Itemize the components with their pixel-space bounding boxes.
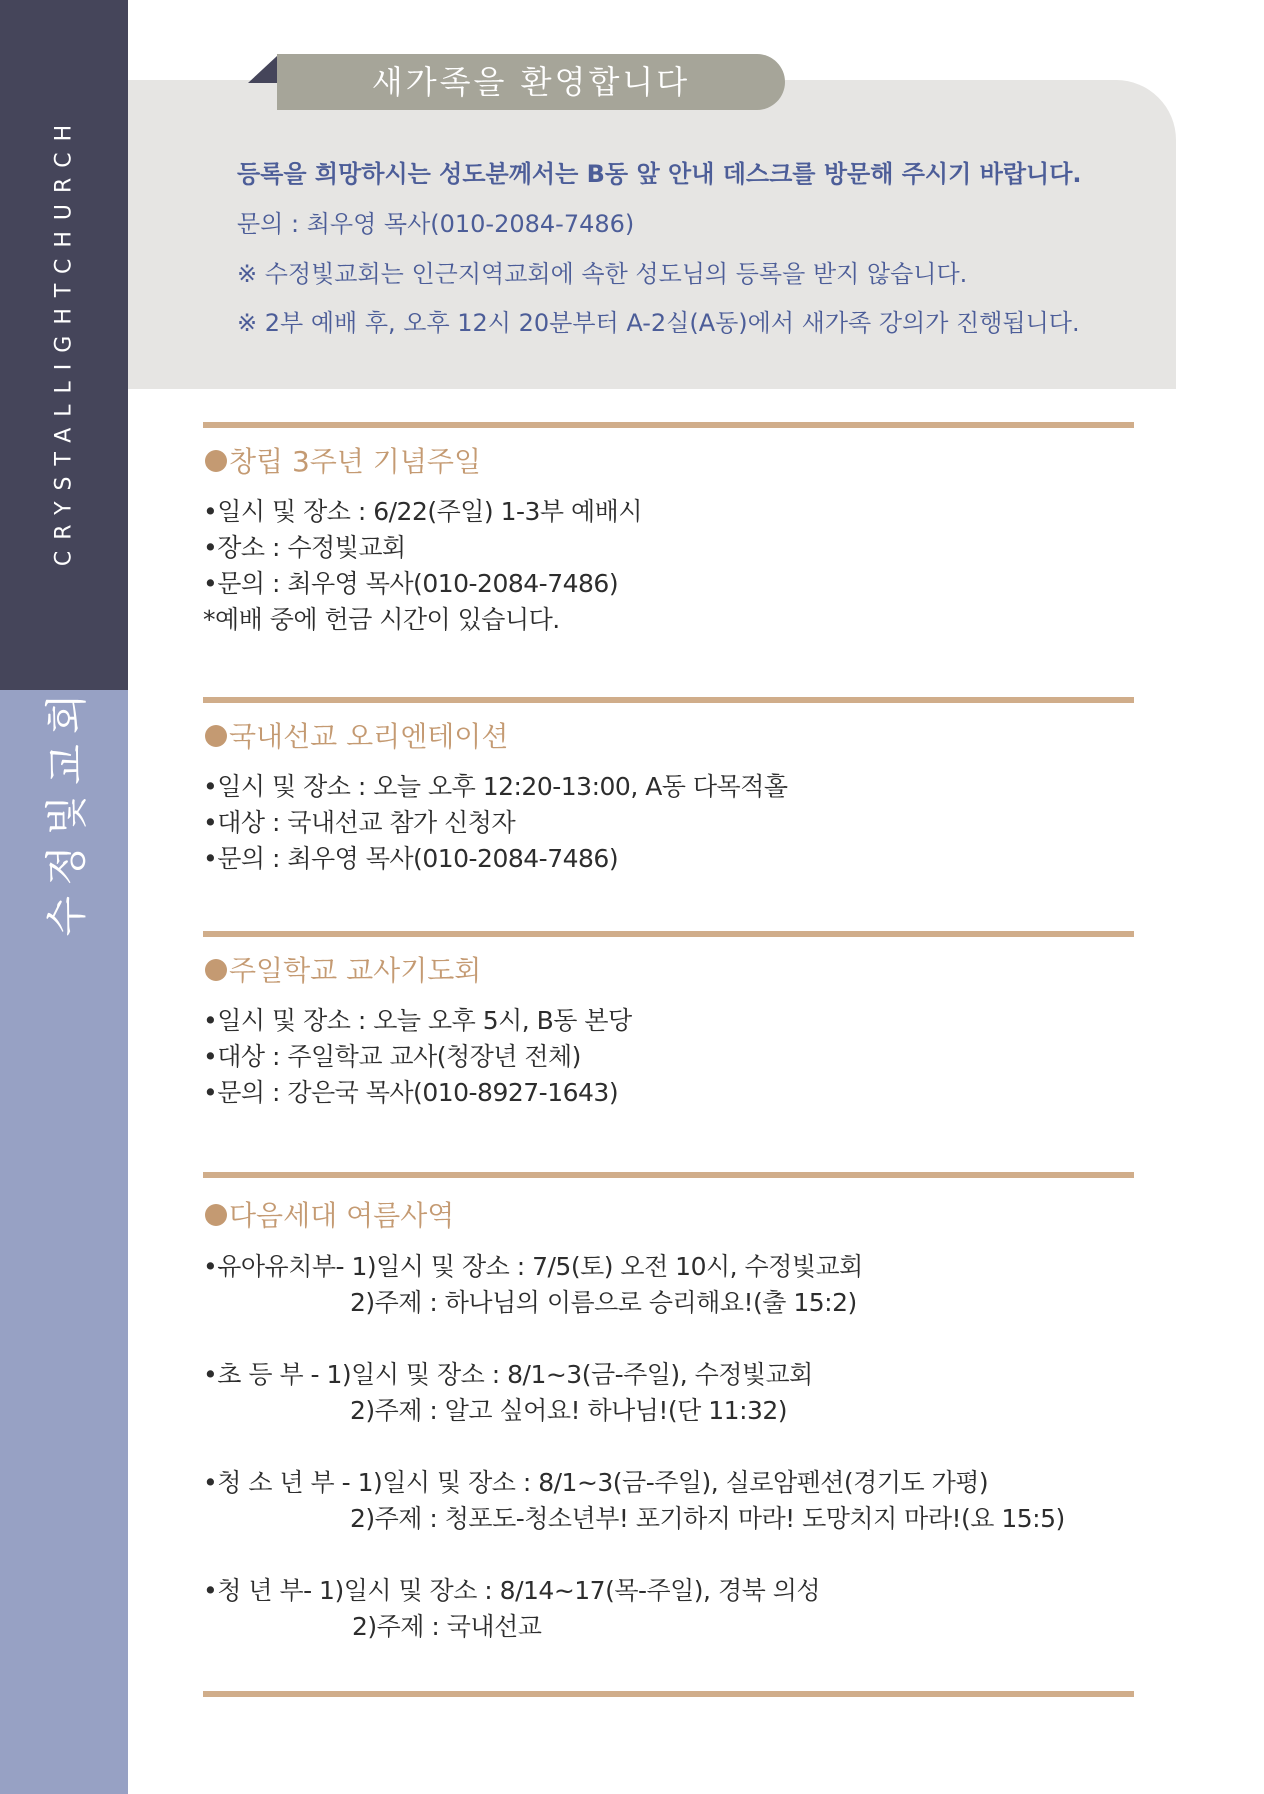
sidebar-english-name: CRYSTALLIGHTCHURCH (51, 113, 77, 567)
ministry-line: •유아유치부- 1)일시 및 장소 : 7/5(토) 오전 10시, 수정빛교회 (203, 1252, 863, 1281)
ministry-line: •청 년 부- 1)일시 및 장소 : 8/14~17(목-주일), 경북 의성 (203, 1576, 820, 1605)
ministry-theme: 2)주제 : 청포도-청소년부! 포기하지 마라! 도망치지 마라!(요 15:5) (350, 1504, 1065, 1533)
section-title: 다음세대 여름사역 (205, 1194, 454, 1234)
sidebar-korean-name: 수정빛교회 (42, 683, 91, 937)
section-title: 주일학교 교사기도회 (205, 949, 481, 989)
ministry-line: •청 소 년 부 - 1)일시 및 장소 : 8/1~3(금-주일), 실로암펜션(경기도 가평) (203, 1468, 989, 1497)
section-line: •문의 : 최우영 목사(010-2084-7486) (203, 844, 619, 873)
bullet-dot-icon (205, 959, 227, 981)
section-line: •일시 및 장소 : 오늘 오후 12:20-13:00, A동 다목적홀 (203, 772, 788, 801)
section-divider (203, 1172, 1134, 1178)
ministry-theme: 2)주제 : 알고 싶어요! 하나님!(단 11:32) (350, 1396, 788, 1425)
section-divider (203, 697, 1134, 703)
ministry-theme: 2)주제 : 국내선교 (352, 1612, 542, 1641)
section-divider (203, 1691, 1134, 1697)
welcome-line: ※ 수정빛교회는 인근지역교회에 속한 성도님의 등록을 받지 않습니다. (237, 260, 968, 288)
section-line: •장소 : 수정빛교회 (203, 533, 406, 562)
welcome-title: 새가족을 환영합니다 (277, 54, 785, 110)
section-line: •문의 : 강은국 목사(010-8927-1643) (203, 1078, 619, 1107)
bullet-dot-icon (205, 1204, 227, 1226)
section-line: •일시 및 장소 : 6/22(주일) 1-3부 예배시 (203, 497, 642, 526)
section-line: •대상 : 국내선교 참가 신청자 (203, 808, 516, 837)
ministry-line: •초 등 부 - 1)일시 및 장소 : 8/1~3(금-주일), 수정빛교회 (203, 1360, 813, 1389)
section-divider (203, 422, 1134, 428)
welcome-line: ※ 2부 예배 후, 오후 12시 20분부터 A-2실(A동)에서 새가족 강의가 진행됩니다. (237, 309, 1080, 337)
welcome-line: 등록을 희망하시는 성도분께서는 B동 앞 안내 데스크를 방문해 주시기 바랍니다. (237, 160, 1082, 188)
section-divider (203, 931, 1134, 937)
section-note: *예배 중에 헌금 시간이 있습니다. (203, 605, 560, 634)
welcome-line: 문의 : 최우영 목사(010-2084-7486) (237, 210, 635, 238)
bullet-dot-icon (205, 725, 227, 747)
ministry-theme: 2)주제 : 하나님의 이름으로 승리해요!(출 15:2) (350, 1288, 857, 1317)
bullet-dot-icon (205, 450, 227, 472)
section-line: •문의 : 최우영 목사(010-2084-7486) (203, 569, 619, 598)
section-title: 창립 3주년 기념주일 (205, 440, 481, 480)
section-title: 국내선교 오리엔테이션 (205, 715, 508, 755)
welcome-tab-corner (248, 56, 277, 83)
section-line: •대상 : 주일학교 교사(청장년 전체) (203, 1042, 581, 1071)
section-line: •일시 및 장소 : 오늘 오후 5시, B동 본당 (203, 1006, 632, 1035)
